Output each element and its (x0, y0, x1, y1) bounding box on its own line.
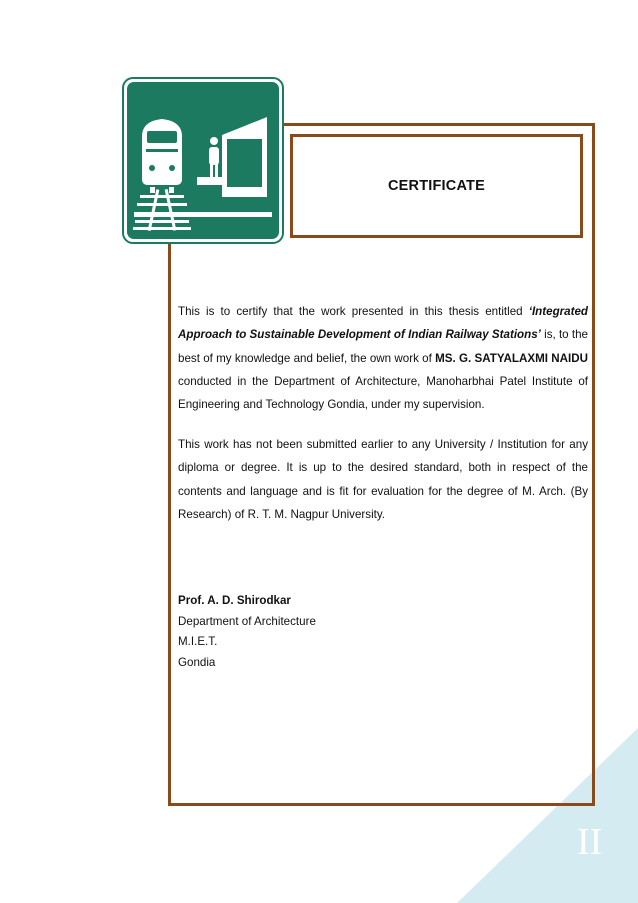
student-name: MS. G. SATYALAXMI NAIDU (435, 351, 588, 365)
thesis-title: ‘Integrated Approach to Sustainable Development of Indian Railway Stations’ (178, 305, 588, 342)
certificate-title-box (290, 134, 583, 238)
paragraph-mid: is, to the best of my knowledge and belief, the own work of (178, 328, 588, 365)
railway-station-sign-icon (122, 77, 284, 244)
signatory-block (178, 591, 478, 673)
certificate-body (178, 300, 588, 526)
signatory-institute: M.I.E.T. (178, 635, 218, 648)
page-number: II (577, 821, 603, 863)
signatory-name: Prof. A. D. Shirodkar (178, 594, 291, 607)
signatory-department: Department of Architecture (178, 614, 316, 628)
paragraph-intro: This is to certify that the work presented in this thesis entitled (178, 305, 529, 318)
signatory-city: Gondia (178, 655, 216, 669)
page-title: CERTIFICATE (388, 178, 485, 194)
paragraph-end: conducted in the Department of Architecture, Manoharbhai Patel Institute of Engineering and Technology Gondia, under my supervision. (178, 374, 588, 412)
certification-paragraph (178, 300, 588, 416)
originality-paragraph: This work has not been submitted earlier to any University / Institution for any diploma or degree. It is up to the desired standard, both in respect of the contents and language and is fit for evaluation for the degree of M. Arch. (By Research) of R. T. M. Nagpur University. (178, 437, 588, 521)
